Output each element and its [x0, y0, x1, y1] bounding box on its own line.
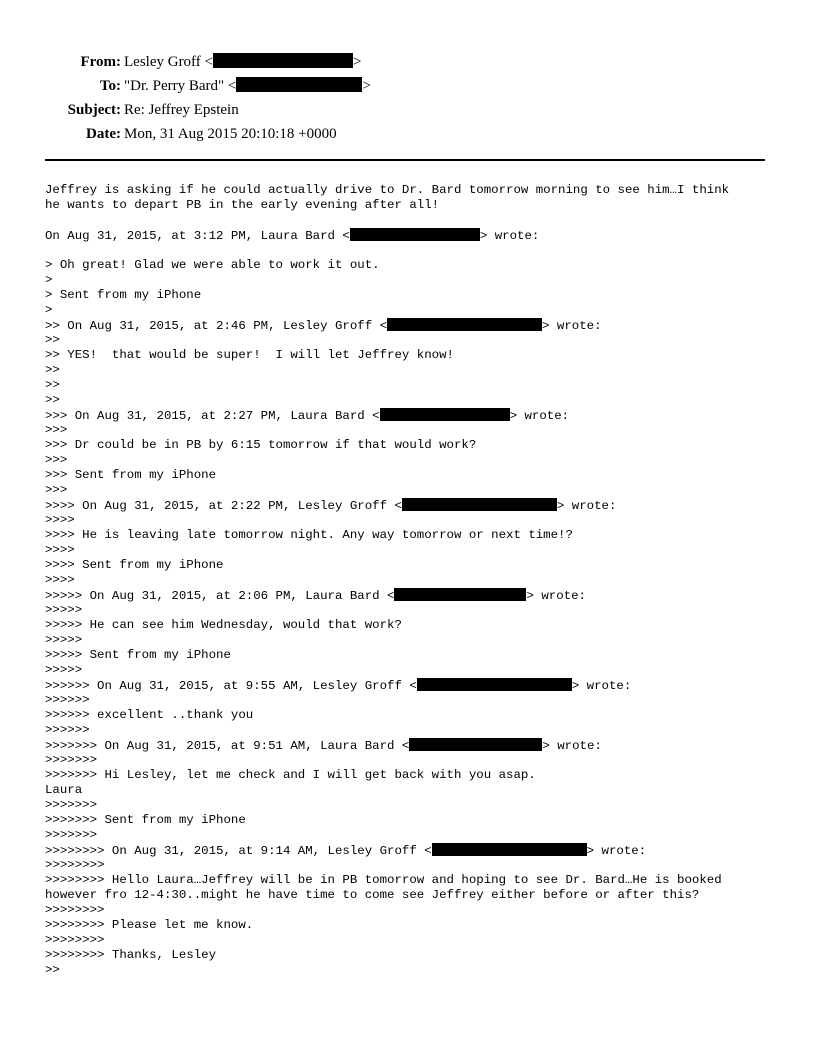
body-line: >>>>>>>> Hello Laura…Jeffrey will be in PB tomorrow and hoping to see Dr. Bard…He is booked — [45, 873, 722, 887]
body-line: >>>>>>>> Thanks, Lesley — [45, 948, 217, 962]
body-line: >>>>> He can see him Wednesday, would that work? — [45, 618, 402, 632]
body-line: >>>>>>> Hi Lesley, let me check and I will get back with you asap. — [45, 768, 536, 782]
body-line: >>>>>>> — [45, 798, 98, 812]
from-row — [0, 52, 816, 76]
redaction-box — [432, 843, 587, 856]
quote-header-line: >>>> On Aug 31, 2015, at 2:22 PM, Lesley Groff < > wrote: — [45, 499, 617, 513]
redaction-box — [350, 228, 480, 241]
body-line: >> — [45, 333, 60, 347]
email-body — [45, 183, 775, 978]
from-value: Lesley Groff < > — [124, 54, 362, 70]
redaction-box — [402, 498, 557, 511]
subject-value: Re: Jeffrey Epstein — [124, 102, 239, 118]
body-line: >>>>> — [45, 603, 83, 617]
quote-header-line: >>>>>>>> On Aug 31, 2015, at 9:14 AM, Lesley Groff < > wrote: — [45, 844, 647, 858]
to-value: "Dr. Perry Bard" < > — [124, 78, 371, 94]
body-line: > — [45, 303, 53, 317]
quote-header-line: >>>>>>> On Aug 31, 2015, at 9:51 AM, Laura Bard < > wrote: — [45, 739, 602, 753]
body-line: > Sent from my iPhone — [45, 288, 202, 302]
body-line: >> YES! that would be super! I will let Jeffrey know! — [45, 348, 454, 362]
body-line: >> — [45, 393, 60, 407]
quote-header-line: >> On Aug 31, 2015, at 2:46 PM, Lesley Groff < > wrote: — [45, 319, 602, 333]
body-line — [45, 213, 775, 228]
body-line: >>>> — [45, 573, 75, 587]
body-line: >>> Sent from my iPhone — [45, 468, 217, 482]
email-header — [0, 52, 816, 148]
to-row — [0, 76, 816, 100]
redaction-box — [394, 588, 526, 601]
quote-header-line: On Aug 31, 2015, at 3:12 PM, Laura Bard < > wrote: — [45, 229, 540, 243]
redaction-box — [236, 77, 362, 92]
body-line: >>>>>>> — [45, 753, 98, 767]
body-line: > — [45, 273, 53, 287]
date-label: Date: — [86, 126, 121, 142]
body-line: >>>>> — [45, 633, 83, 647]
header-divider — [45, 159, 765, 161]
body-line: >>>>>>> — [45, 828, 98, 842]
body-line: >>>>> — [45, 663, 83, 677]
body-line: >>>>>> — [45, 723, 90, 737]
body-line: >>>> — [45, 513, 75, 527]
body-line: >> — [45, 963, 60, 977]
body-line: >>>> — [45, 543, 75, 557]
body-line: he wants to depart PB in the early evening after all! — [45, 198, 440, 212]
redaction-box — [387, 318, 542, 331]
redaction-box — [417, 678, 572, 691]
body-line: > Oh great! Glad we were able to work it out. — [45, 258, 380, 272]
body-line: >>>>>> — [45, 693, 90, 707]
from-label: From: — [80, 54, 121, 70]
subject-label: Subject: — [67, 102, 121, 118]
body-line: Laura — [45, 783, 83, 797]
redaction-box — [409, 738, 542, 751]
body-line: however fro 12-4:30..might he have time to come see Jeffrey either before or after this? — [45, 888, 700, 902]
body-line: >>>>>>> Sent from my iPhone — [45, 813, 246, 827]
body-line: >>>>>> excellent ..thank you — [45, 708, 254, 722]
body-line: >>>>> Sent from my iPhone — [45, 648, 231, 662]
redaction-box — [380, 408, 510, 421]
body-line: >>>>>>>> — [45, 933, 105, 947]
body-line: >>> Dr could be in PB by 6:15 tomorrow if that would work? — [45, 438, 477, 452]
body-line: >>>>>>>> — [45, 858, 105, 872]
body-line: >>> — [45, 423, 68, 437]
to-label: To: — [99, 78, 121, 94]
body-line: >> — [45, 378, 60, 392]
quote-header-line: >>>>> On Aug 31, 2015, at 2:06 PM, Laura Bard < > wrote: — [45, 589, 586, 603]
body-line: >> — [45, 363, 60, 377]
body-line — [45, 243, 775, 258]
body-line: >>>> Sent from my iPhone — [45, 558, 224, 572]
body-line: >>>>>>>> — [45, 903, 105, 917]
body-line: >>>>>>>> Please let me know. — [45, 918, 254, 932]
subject-row — [0, 100, 816, 124]
body-line: Jeffrey is asking if he could actually drive to Dr. Bard tomorrow morning to see him…I think — [45, 183, 730, 197]
body-line: >>>> He is leaving late tomorrow night. Any way tomorrow or next time!? — [45, 528, 573, 542]
quote-header-line: >>> On Aug 31, 2015, at 2:27 PM, Laura Bard < > wrote: — [45, 409, 570, 423]
date-row — [0, 124, 816, 148]
date-value: Mon, 31 Aug 2015 20:10:18 +0000 — [124, 126, 337, 142]
body-line: >>> — [45, 453, 68, 467]
redaction-box — [213, 53, 353, 68]
body-line: >>> — [45, 483, 68, 497]
quote-header-line: >>>>>> On Aug 31, 2015, at 9:55 AM, Lesley Groff < > wrote: — [45, 679, 632, 693]
